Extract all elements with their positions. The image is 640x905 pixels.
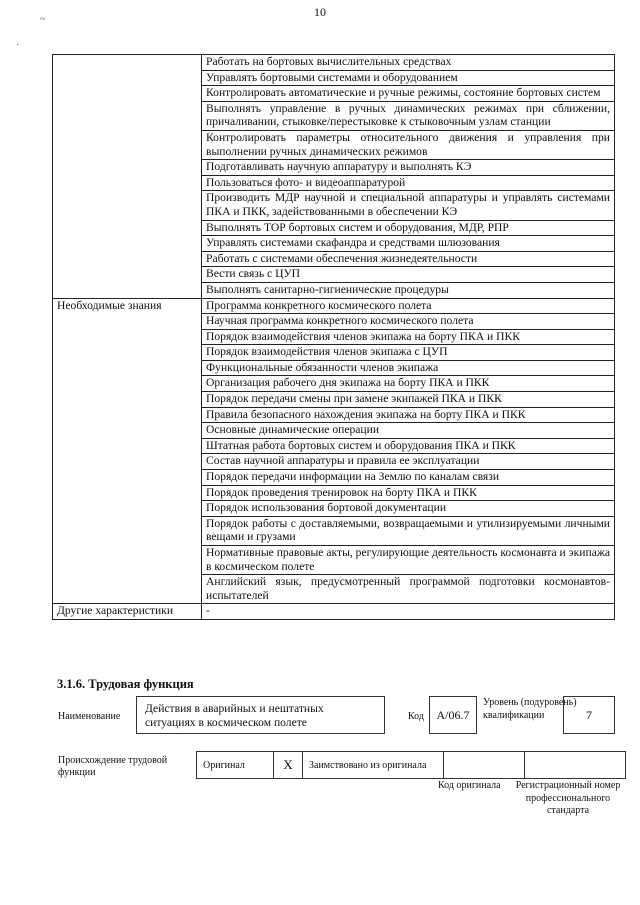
section-title: 3.1.6. Трудовая функция	[57, 677, 194, 691]
row-item: Пользоваться фото- и видеоаппаратурой	[202, 175, 615, 191]
row-item: Английский язык, предусмотренный программой подготовки космонавтов-испытателей	[202, 575, 615, 604]
row-item: Порядок взаимодействия членов экипажа на борту ПКА и ПКК	[202, 329, 615, 345]
row-item: Организация рабочего дня экипажа на борту ПКА и ПКК	[202, 376, 615, 392]
row-item: Производить МДР научной и специальной аппаратуры и управлять системами ПКА и ПКК, задействованными в обеспечении КЭ	[202, 191, 615, 220]
table-row	[53, 298, 615, 314]
level-label: Уровень (подуровень) квалификации	[483, 697, 577, 721]
code-label: Код	[408, 711, 424, 722]
table-row	[53, 604, 615, 620]
row-item: Вести связь с ЦУП	[202, 267, 615, 283]
row-item: Управлять бортовыми системами и оборудованием	[202, 70, 615, 86]
row-item: Нормативные правовые акты, регулирующие деятельность космонавта и экипажа в космическом полете	[202, 546, 615, 575]
name-label: Наименование	[58, 711, 121, 722]
row-item: Подготавливать научную аппаратуру и выполнять КЭ	[202, 160, 615, 176]
row-label: Другие характеристики	[53, 604, 202, 620]
origin-table	[196, 751, 626, 779]
origin-label: Происхождение трудовой функции	[58, 755, 168, 778]
row-item: Штатная работа бортовых систем и оборудования ПКА и ПКК	[202, 438, 615, 454]
code-original-caption: Код оригинала	[438, 780, 501, 791]
row-item: -	[202, 604, 615, 620]
row-item: Контролировать автоматические и ручные режимы, состояние бортовых систем	[202, 86, 615, 102]
table-row	[53, 55, 615, 71]
original-mark: X	[274, 752, 303, 779]
row-item: Научная программа конкретного космического полета	[202, 314, 615, 330]
code-original-cell	[444, 752, 525, 779]
competency-table	[52, 54, 615, 620]
original-cell: Оригинал	[197, 752, 274, 779]
row-item: Контролировать параметры относительного движения и управления при выполнении ручных динамических режимов	[202, 130, 615, 159]
row-item: Порядок передачи информации на Землю по каналам связи	[202, 470, 615, 486]
reg-number-caption: Регистрационный номер профессионального стандарта	[515, 780, 621, 816]
row-item: Работать с системами обеспечения жизнедеятельности	[202, 251, 615, 267]
row-item: Основные динамические операции	[202, 423, 615, 439]
row-item: Выполнять санитарно-гигиенические процедуры	[202, 282, 615, 298]
row-item: Управлять системами скафандра и средствами шлюзования	[202, 236, 615, 252]
page-number: 10	[314, 5, 326, 19]
row-label: Необходимые знания	[53, 298, 202, 604]
margin-mark: ~	[40, 14, 46, 25]
row-item: Порядок работы с доставляемыми, возвращаемыми и утилизируемыми личными вещами и грузами	[202, 516, 615, 545]
row-item: Работать на бортовых вычислительных средствах	[202, 55, 615, 71]
row-item: Порядок взаимодействия членов экипажа с ЦУП	[202, 345, 615, 361]
row-label	[53, 55, 202, 299]
margin-mark: ·	[16, 40, 20, 51]
level-box: 7	[563, 696, 615, 734]
row-item: Состав научной аппаратуры и правила ее эксплуатации	[202, 454, 615, 470]
borrowed-cell: Заимствовано из оригинала	[303, 752, 444, 779]
row-item: Функциональные обязанности членов экипажа	[202, 360, 615, 376]
row-item: Правила безопасного нахождения экипажа на борту ПКА и ПКК	[202, 407, 615, 423]
row-item: Порядок проведения тренировок на борту ПКА и ПКК	[202, 485, 615, 501]
reg-number-cell	[525, 752, 626, 779]
row-item: Программа конкретного космического полета	[202, 298, 615, 314]
code-box: A/06.7	[429, 696, 477, 734]
row-item: Выполнять управление в ручных динамических режимах при сближении, причаливании, стыковке/перестыковке к стыковочным узлам станции	[202, 101, 615, 130]
row-item: Порядок использования бортовой документации	[202, 501, 615, 517]
row-item: Выполнять ТОР бортовых систем и оборудования, МДР, РПР	[202, 220, 615, 236]
row-item: Порядок передачи смены при замене экипажей ПКА и ПКК	[202, 392, 615, 408]
function-name-box: Действия в аварийных и нештатных ситуациях в космическом полете	[136, 696, 385, 734]
